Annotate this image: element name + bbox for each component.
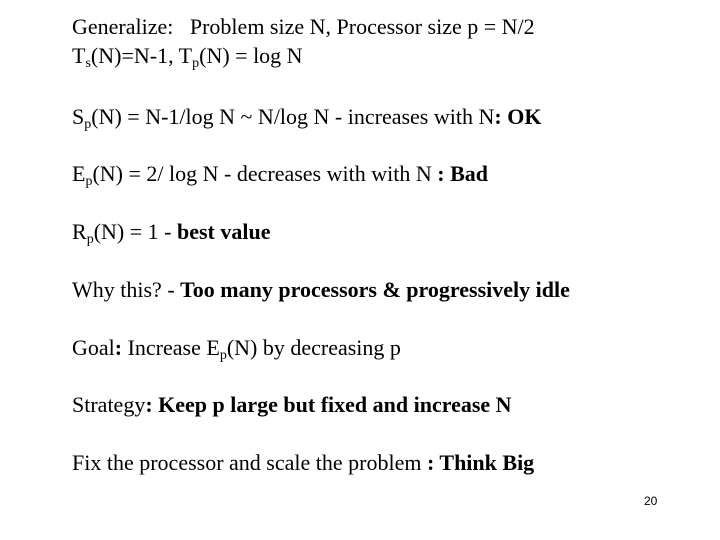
generalize-label: Generalize: [72, 14, 174, 39]
strategy-label: Strategy [72, 392, 146, 417]
speedup-line [72, 104, 541, 130]
fix-verdict: Think Big [434, 450, 535, 475]
goal-colon: : [114, 335, 123, 360]
efficiency-verdict: Bad [444, 161, 488, 186]
goal-text-start: Increase E [122, 335, 220, 360]
goal-text-end: (N) by decreasing p [226, 335, 401, 360]
ratio-text: (N) = 1 - [93, 219, 177, 244]
parallel-time-subscript: p [192, 56, 200, 71]
ratio-subscript: p [86, 232, 94, 247]
goal-line [72, 335, 401, 361]
why-question: Why this? - [72, 277, 181, 302]
speedup-subscript: p [84, 117, 92, 132]
goal-label: Goal [72, 335, 115, 360]
speedup-text: (N) = N-1/log N ~ N/log N - increases with N [91, 104, 495, 129]
fix-colon: : [426, 450, 435, 475]
efficiency-text: (N) = 2/ log N - decreases with with N [92, 161, 438, 186]
parallel-time-formula: (N) = log N [199, 43, 303, 68]
speedup-symbol: S [72, 104, 85, 129]
efficiency-colon: : [437, 161, 445, 186]
speedup-verdict: OK [501, 104, 542, 129]
fix-text: Fix the processor and scale the problem [72, 450, 427, 475]
efficiency-subscript: p [85, 174, 93, 189]
page-number: 20 [644, 494, 658, 508]
ratio-line [72, 219, 270, 245]
strategy-colon: : [145, 392, 153, 417]
speedup-colon: : [494, 104, 502, 129]
strategy-text: Keep p large but fixed and increase N [152, 392, 512, 417]
fix-line [72, 450, 534, 476]
why-line [72, 277, 570, 303]
timing-line [72, 43, 303, 69]
efficiency-line [72, 161, 488, 187]
ratio-verdict: best value [176, 219, 271, 244]
generalize-text: Problem size N, Processor size p = N/2 [189, 14, 535, 39]
serial-time-symbol: T [72, 43, 86, 68]
serial-time-subscript: s [85, 56, 91, 71]
strategy-line [72, 392, 512, 418]
generalize-line [72, 14, 535, 40]
serial-time-formula: (N)=N-1, [90, 43, 179, 68]
why-answer: Too many processors & progressively idle [180, 277, 570, 302]
efficiency-symbol: E [72, 161, 86, 186]
ratio-symbol: R [72, 219, 87, 244]
parallel-time-symbol: T [178, 43, 193, 68]
goal-subscript: p [219, 348, 227, 363]
